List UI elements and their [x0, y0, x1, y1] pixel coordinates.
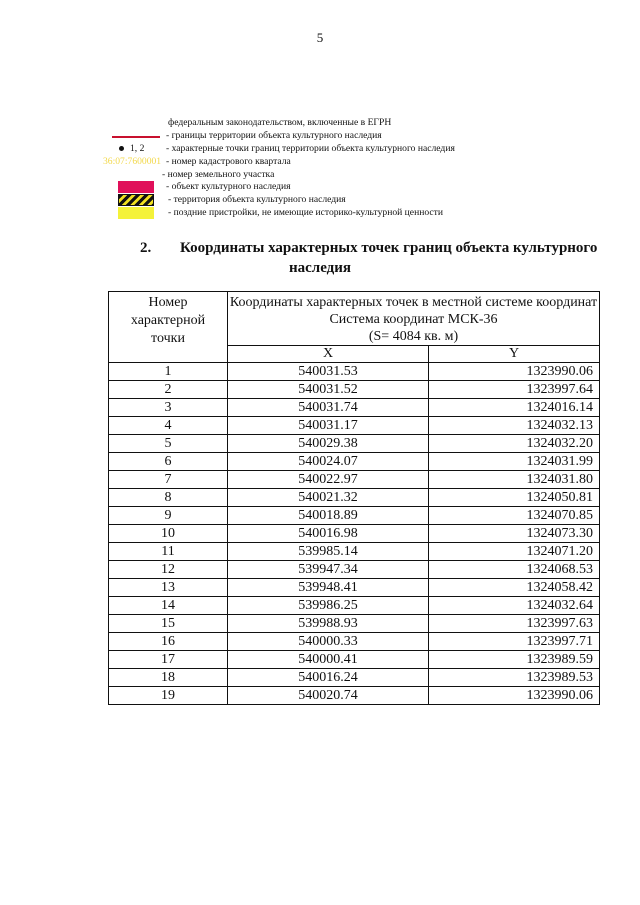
- point-dot-icon: [119, 146, 124, 151]
- x-cell: 539985.14: [228, 543, 429, 561]
- x-cell: 540022.97: [228, 471, 429, 489]
- y-cell: 1324032.20: [429, 435, 600, 453]
- x-cell: 540031.17: [228, 417, 429, 435]
- x-cell: 540016.24: [228, 669, 429, 687]
- x-cell: 539988.93: [228, 615, 429, 633]
- legend-boundary-text: - границы территории объекта культурного наследия: [166, 130, 382, 141]
- y-cell: 1323990.06: [429, 687, 600, 705]
- point-number-cell: 12: [109, 561, 228, 579]
- y-cell: 1324058.42: [429, 579, 600, 597]
- table-row: [109, 453, 600, 471]
- table-row: [109, 363, 600, 381]
- col-number-header: Номер характерной точки: [109, 292, 228, 363]
- y-cell: 1323997.63: [429, 615, 600, 633]
- point-number-cell: 2: [109, 381, 228, 399]
- x-cell: 540029.38: [228, 435, 429, 453]
- y-cell: 1323997.71: [429, 633, 600, 651]
- legend-kvartal-code: 36:07:7600001: [103, 156, 162, 167]
- annex-symbol: [118, 207, 154, 219]
- y-cell: 1324050.81: [429, 489, 600, 507]
- point-number-cell: 9: [109, 507, 228, 525]
- x-cell: 540024.07: [228, 453, 429, 471]
- table-row: [109, 507, 600, 525]
- y-cell: 1323990.06: [429, 363, 600, 381]
- coords-header-line3: (S= 4084 кв. м): [368, 329, 459, 344]
- point-number-cell: 6: [109, 453, 228, 471]
- point-number-cell: 4: [109, 417, 228, 435]
- x-cell: 540000.41: [228, 651, 429, 669]
- y-cell: 1324031.80: [429, 471, 600, 489]
- section-title-line1: Координаты характерных точек границ объекта культурного: [180, 240, 598, 256]
- table-row: [109, 669, 600, 687]
- point-number-cell: 5: [109, 435, 228, 453]
- legend-territory-text: - территория объекта культурного наследия: [168, 194, 346, 205]
- table-row: [109, 597, 600, 615]
- legend-parcel-text: - номер земельного участка: [162, 169, 275, 180]
- legend-points-text: - характерные точки границ территории объекта культурного наследия: [166, 143, 455, 154]
- point-number-cell: 3: [109, 399, 228, 417]
- point-number-cell: 14: [109, 597, 228, 615]
- table-row: [109, 435, 600, 453]
- table-row: [109, 543, 600, 561]
- table-row: [109, 579, 600, 597]
- table-row: [109, 561, 600, 579]
- table-row: [109, 687, 600, 705]
- table-row: [109, 489, 600, 507]
- point-number-cell: 18: [109, 669, 228, 687]
- coords-header-line1: Координаты характерных точек в местной системе координат: [229, 295, 598, 310]
- legend-federal-text: федеральным законодательством, включенные в ЕГРН: [168, 117, 392, 128]
- page-number: 5: [316, 30, 324, 45]
- coords-header-line2: Система координат МСК-36: [329, 312, 498, 327]
- x-cell: 540031.53: [228, 363, 429, 381]
- point-number-cell: 13: [109, 579, 228, 597]
- territory-hatch-symbol: [118, 194, 154, 206]
- x-cell: 539947.34: [228, 561, 429, 579]
- coordinates-table: [108, 291, 600, 705]
- point-number-cell: 8: [109, 489, 228, 507]
- x-cell: 540020.74: [228, 687, 429, 705]
- legend-kvartal-text: - номер кадастрового квартала: [166, 156, 291, 167]
- table-row: [109, 633, 600, 651]
- table-row: [109, 525, 600, 543]
- y-cell: 1324070.85: [429, 507, 600, 525]
- x-cell: 540016.98: [228, 525, 429, 543]
- boundary-line-symbol: [112, 136, 160, 138]
- point-number-cell: 19: [109, 687, 228, 705]
- table-row: [109, 417, 600, 435]
- x-cell: 539986.25: [228, 597, 429, 615]
- point-number-cell: 1: [109, 363, 228, 381]
- y-cell: 1324032.13: [429, 417, 600, 435]
- point-number-cell: 11: [109, 543, 228, 561]
- y-cell: 1323997.64: [429, 381, 600, 399]
- y-cell: 1323989.59: [429, 651, 600, 669]
- y-cell: 1324031.99: [429, 453, 600, 471]
- legend-object-text: - объект культурного наследия: [166, 181, 291, 192]
- table-body: [109, 363, 600, 705]
- point-number-cell: 7: [109, 471, 228, 489]
- point-number-cell: 15: [109, 615, 228, 633]
- x-cell: 540021.32: [228, 489, 429, 507]
- y-cell: 1324016.14: [429, 399, 600, 417]
- col-x-header: X: [228, 346, 429, 363]
- table-row: [109, 471, 600, 489]
- point-number-cell: 10: [109, 525, 228, 543]
- col-coords-header: [228, 292, 600, 346]
- object-symbol: [118, 181, 154, 193]
- x-cell: 540031.74: [228, 399, 429, 417]
- legend-annex-text: - поздние пристройки, не имеющие историко-культурной ценности: [168, 207, 443, 218]
- section-title-line2: наследия: [288, 260, 352, 276]
- y-cell: 1324071.20: [429, 543, 600, 561]
- point-number-cell: 17: [109, 651, 228, 669]
- point-number-cell: 16: [109, 633, 228, 651]
- y-cell: 1323989.53: [429, 669, 600, 687]
- table-row: [109, 381, 600, 399]
- table-row: [109, 399, 600, 417]
- y-cell: 1324068.53: [429, 561, 600, 579]
- table-row: [109, 615, 600, 633]
- x-cell: 540000.33: [228, 633, 429, 651]
- table-row: [109, 651, 600, 669]
- x-cell: 540031.52: [228, 381, 429, 399]
- col-y-header: Y: [429, 346, 600, 363]
- y-cell: 1324073.30: [429, 525, 600, 543]
- x-cell: 539948.41: [228, 579, 429, 597]
- x-cell: 540018.89: [228, 507, 429, 525]
- legend-points-label: 1, 2: [130, 143, 145, 154]
- y-cell: 1324032.64: [429, 597, 600, 615]
- section-number: 2.: [140, 240, 152, 256]
